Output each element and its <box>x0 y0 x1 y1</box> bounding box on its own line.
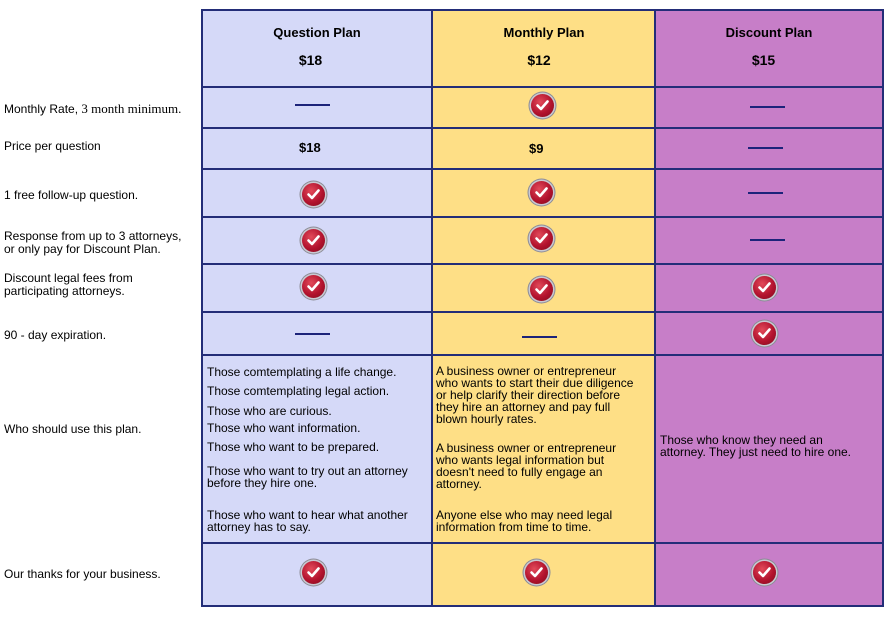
grid-line <box>201 127 884 129</box>
row-label-thanks: Our thanks for your business. <box>4 567 161 581</box>
grid-line <box>882 10 884 607</box>
check-circle-icon <box>525 561 548 584</box>
who-question-plan-item: Those comtemplating a life change. <box>207 365 397 379</box>
check-circle-icon <box>302 275 325 298</box>
dash-icon <box>750 239 785 241</box>
who-monthly-plan-item: Anyone else who may need legal information from time to time. <box>436 508 613 534</box>
grid-line <box>654 10 656 607</box>
grid-line <box>201 216 884 218</box>
grid-line <box>201 10 203 607</box>
who-question-plan-item: Those who want to hear what another attorney has to say. <box>207 508 408 534</box>
row-label-discount-fees: Discount legal fees from participating attorneys. <box>4 271 133 298</box>
dash-icon <box>522 336 557 338</box>
monthly-plan-title: Monthly Plan <box>503 25 585 40</box>
who-question-plan-item: Those who want information. <box>207 421 361 435</box>
grid-line <box>201 263 884 265</box>
check-circle-icon <box>753 276 776 299</box>
row-label-expiration: 90 - day expiration. <box>4 328 107 342</box>
who-monthly-plan-item: A business owner or entrepreneur who wants to start their due diligence or help clarify their direction before they hire an attorney and pay full blown hourly rates. <box>436 364 634 426</box>
check-circle-icon <box>753 322 776 345</box>
grid-line <box>201 605 884 607</box>
row-label-monthly-rate: Monthly Rate, 3 month minimum. <box>4 101 182 116</box>
dash-icon <box>295 104 330 106</box>
who-question-plan-item: Those who want to be prepared. <box>207 440 380 454</box>
who-discount-plan-item: Those who know they need an attorney. They just need to hire one. <box>660 433 852 459</box>
grid-line <box>201 9 884 11</box>
discount-plan-column <box>655 10 884 607</box>
row-label-price-per-question: Price per question <box>4 139 101 153</box>
check-circle-icon <box>530 227 553 250</box>
question-plan-price-per-question: $18 <box>299 140 321 155</box>
who-monthly-plan-item: A business owner or entrepreneur who wants legal information but doesn't need to fully engage an attorney. <box>436 441 617 491</box>
row-label-follow-up: 1 free follow-up question. <box>4 188 139 202</box>
question-plan-price: $18 <box>298 52 323 68</box>
monthly-plan-price-per-question: $9 <box>529 141 544 156</box>
grid-line <box>201 86 884 88</box>
check-circle-icon <box>302 229 325 252</box>
dash-icon <box>750 106 785 108</box>
grid-line <box>201 542 884 544</box>
who-question-plan-item: Those comtemplating legal action. <box>207 384 390 398</box>
check-circle-icon <box>530 278 553 301</box>
check-circle-icon <box>530 181 553 204</box>
check-circle-icon <box>531 94 554 117</box>
question-plan-title: Question Plan <box>273 25 361 40</box>
discount-plan-title: Discount Plan <box>725 25 813 40</box>
row-label-response: Response from up to 3 attorneys, or only pay for Discount Plan. <box>4 229 182 256</box>
grid-line <box>201 168 884 170</box>
dash-icon <box>748 192 783 194</box>
grid-line <box>201 311 884 313</box>
grid-line <box>431 10 433 607</box>
who-question-plan-item: Those who want to try out an attorney before they hire one. <box>207 464 408 490</box>
dash-icon <box>295 333 330 335</box>
check-circle-icon <box>753 561 776 584</box>
who-question-plan-item: Those who are curious. <box>207 404 332 418</box>
discount-plan-price: $15 <box>751 52 776 68</box>
row-label-who: Who should use this plan. <box>4 422 142 436</box>
grid-line <box>201 354 884 356</box>
monthly-plan-price: $12 <box>527 52 551 68</box>
dash-icon <box>748 147 783 149</box>
check-circle-icon <box>302 561 325 584</box>
check-circle-icon <box>302 183 325 206</box>
